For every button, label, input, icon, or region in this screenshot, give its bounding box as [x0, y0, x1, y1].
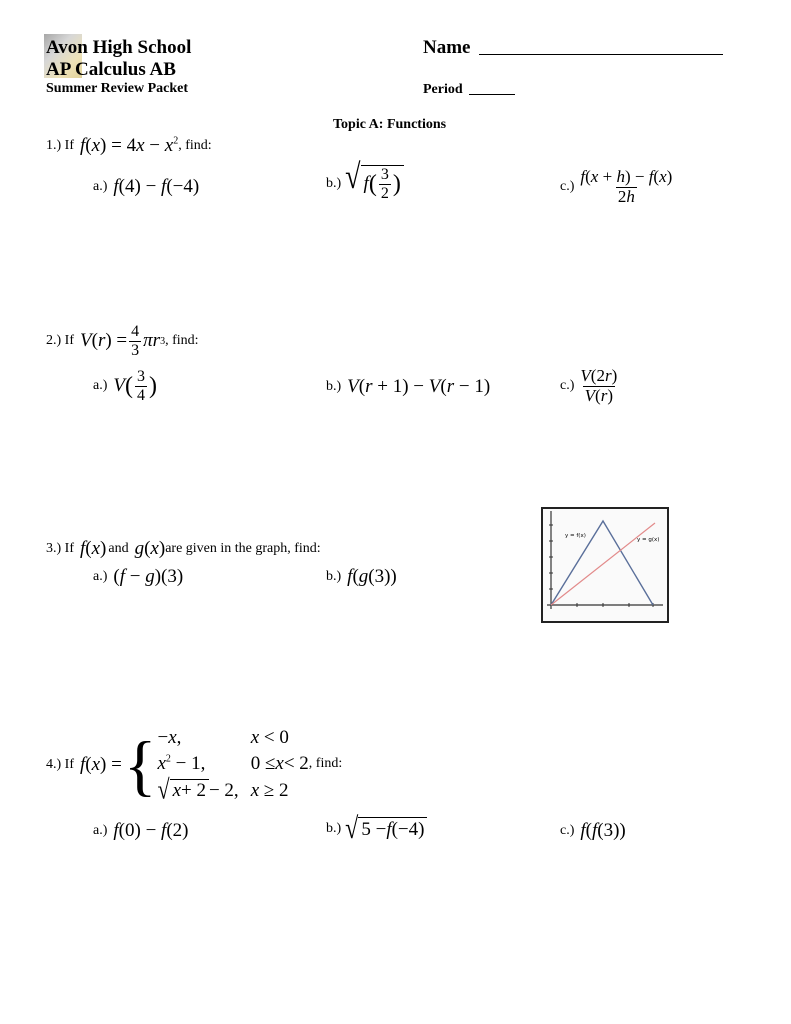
q2-part-c: c.) $\frac{V(2r)}{V(r)}$: [560, 366, 618, 405]
q4-part-c: c.) f(f(3)): [560, 820, 626, 841]
case-2-cond: 0 ≤ x < 2 , find:: [250, 753, 343, 774]
period-field: [423, 82, 515, 98]
q2-part-a: a.) V ( $\frac{3}{4}$ ): [93, 368, 157, 404]
q4-part-b: b.) √ 5 − f (−4): [326, 817, 427, 841]
school-name: Avon High School: [46, 37, 192, 58]
case-1-expr: −x,: [157, 727, 182, 748]
q1-part-b: b.) √ f ( $\frac{3}{2}$ ): [326, 165, 404, 202]
q1-part-a: a.) f(4) − f(−4): [93, 176, 200, 197]
case-2-expr: $x^2 - 1$,: [157, 753, 206, 774]
q3-stem: 3.) If f(x) and g(x) are given in the graph, find:: [46, 538, 321, 559]
topic-title: Topic A: Functions: [333, 117, 447, 132]
piecewise-brace: {: [123, 726, 157, 803]
q3-graph-svg: [543, 509, 667, 621]
q4-part-a: a.) f(0) − f(2): [93, 820, 189, 841]
name-blank: [479, 54, 723, 55]
q3-part-a: a.) (f − g)(3): [93, 566, 184, 587]
case-3-cond: x ≥ 2: [250, 779, 289, 801]
period-blank: [469, 94, 515, 95]
piecewise-cases: [157, 727, 343, 805]
name-label: Name: [423, 37, 471, 58]
case-3-expr: √ x + 2 − 2,: [157, 773, 239, 805]
q3-graph: [541, 507, 669, 623]
q2-definition: V ( r ) = $\frac{4}{3}$ πr 3: [80, 323, 166, 359]
packet-title: Summer Review Packet: [46, 81, 189, 96]
graph-label-f: y = f(x): [565, 533, 586, 539]
q1-stem: 1.) If $f(x) = 4x - x^2$ , find:: [46, 135, 212, 156]
case-1-cond: x < 0: [250, 727, 289, 748]
course-title: AP Calculus AB: [46, 59, 176, 80]
q3-part-b: b.) f(g(3)): [326, 566, 397, 587]
q2-part-b: b.) V(r + 1) − V(r − 1): [326, 376, 491, 397]
period-label: Period: [423, 82, 463, 97]
q2-stem: 2.) If V ( r ) = $\frac{4}{3}$ πr 3 , find:: [46, 323, 199, 359]
graph-label-g: y = g(x): [637, 537, 660, 543]
q4-stem: 4.) If f(x) = { −x, x < 0 $x^2 - 1$, 0 ≤ x < 2 , find: √ x + 2 − 2, x ≥ 2: [46, 726, 343, 805]
q1-definition: $f(x) = 4x - x^2$: [80, 135, 179, 156]
name-field: [423, 37, 723, 59]
q1-part-c: c.) $\frac{f(x + h) - f(x)}{2h}$: [560, 167, 673, 206]
